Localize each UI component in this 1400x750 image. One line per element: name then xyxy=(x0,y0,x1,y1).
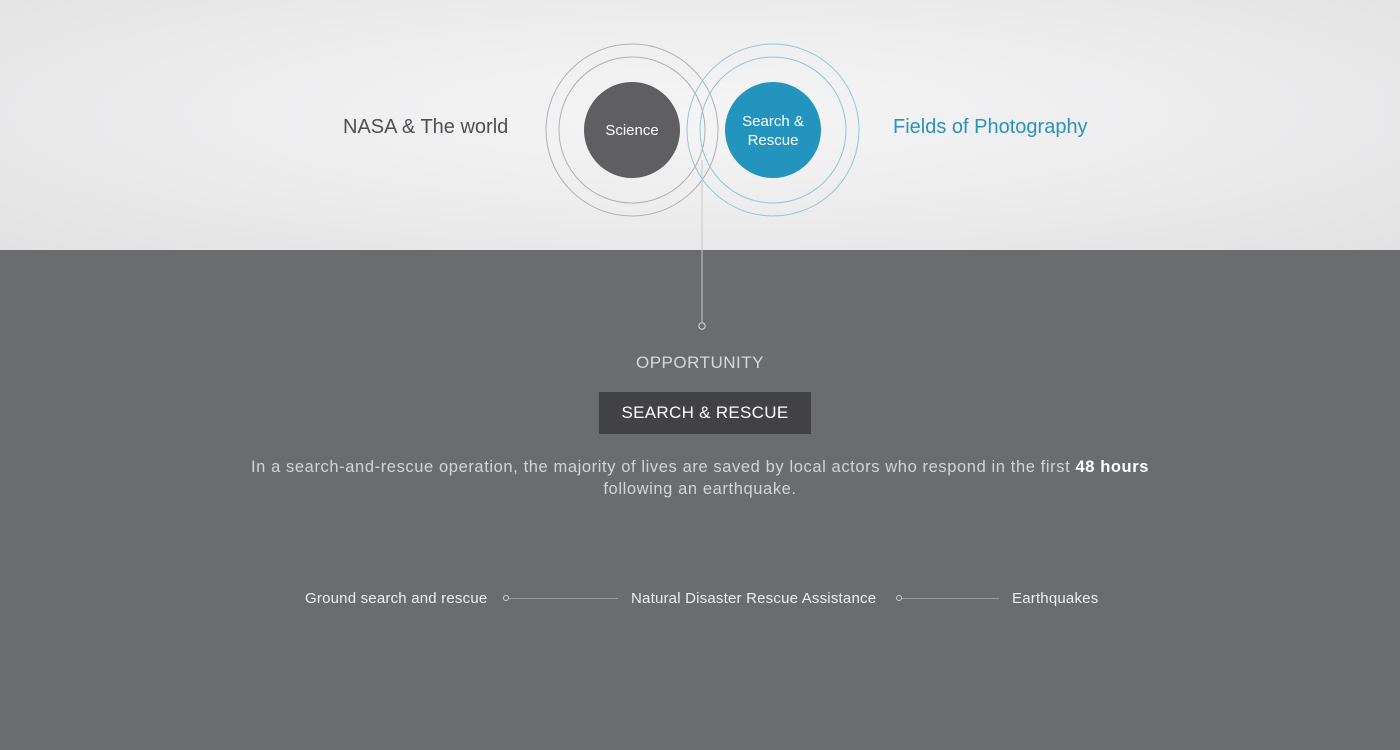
fields-of-photography-label: Fields of Photography xyxy=(893,116,1088,138)
opportunity-heading: OPPORTUNITY xyxy=(636,353,764,372)
search-rescue-circle-label: Search & Rescue xyxy=(742,113,804,149)
nasa-world-label: NASA & The world xyxy=(343,116,509,138)
description-part-2: following an earthquake. xyxy=(603,480,797,498)
timeline-line-1 xyxy=(509,598,618,599)
timeline-item-ground-search[interactable]: Ground search and rescue xyxy=(305,590,488,607)
connector-dot xyxy=(699,323,705,329)
science-circle-label: Science xyxy=(605,122,659,139)
timeline-item-earthquakes[interactable]: Earthquakes xyxy=(1012,590,1099,607)
timeline-line-2 xyxy=(902,598,999,599)
description-highlight: 48 hours xyxy=(1075,458,1150,476)
search-rescue-button[interactable]: SEARCH & RESCUE xyxy=(599,392,811,434)
description-part-1: In a search-and-rescue operation, the majority of lives are saved by local actors who respond in the first xyxy=(250,458,1076,476)
description-text xyxy=(250,456,1150,500)
timeline-item-natural-disaster[interactable]: Natural Disaster Rescue Assistance xyxy=(631,590,877,607)
